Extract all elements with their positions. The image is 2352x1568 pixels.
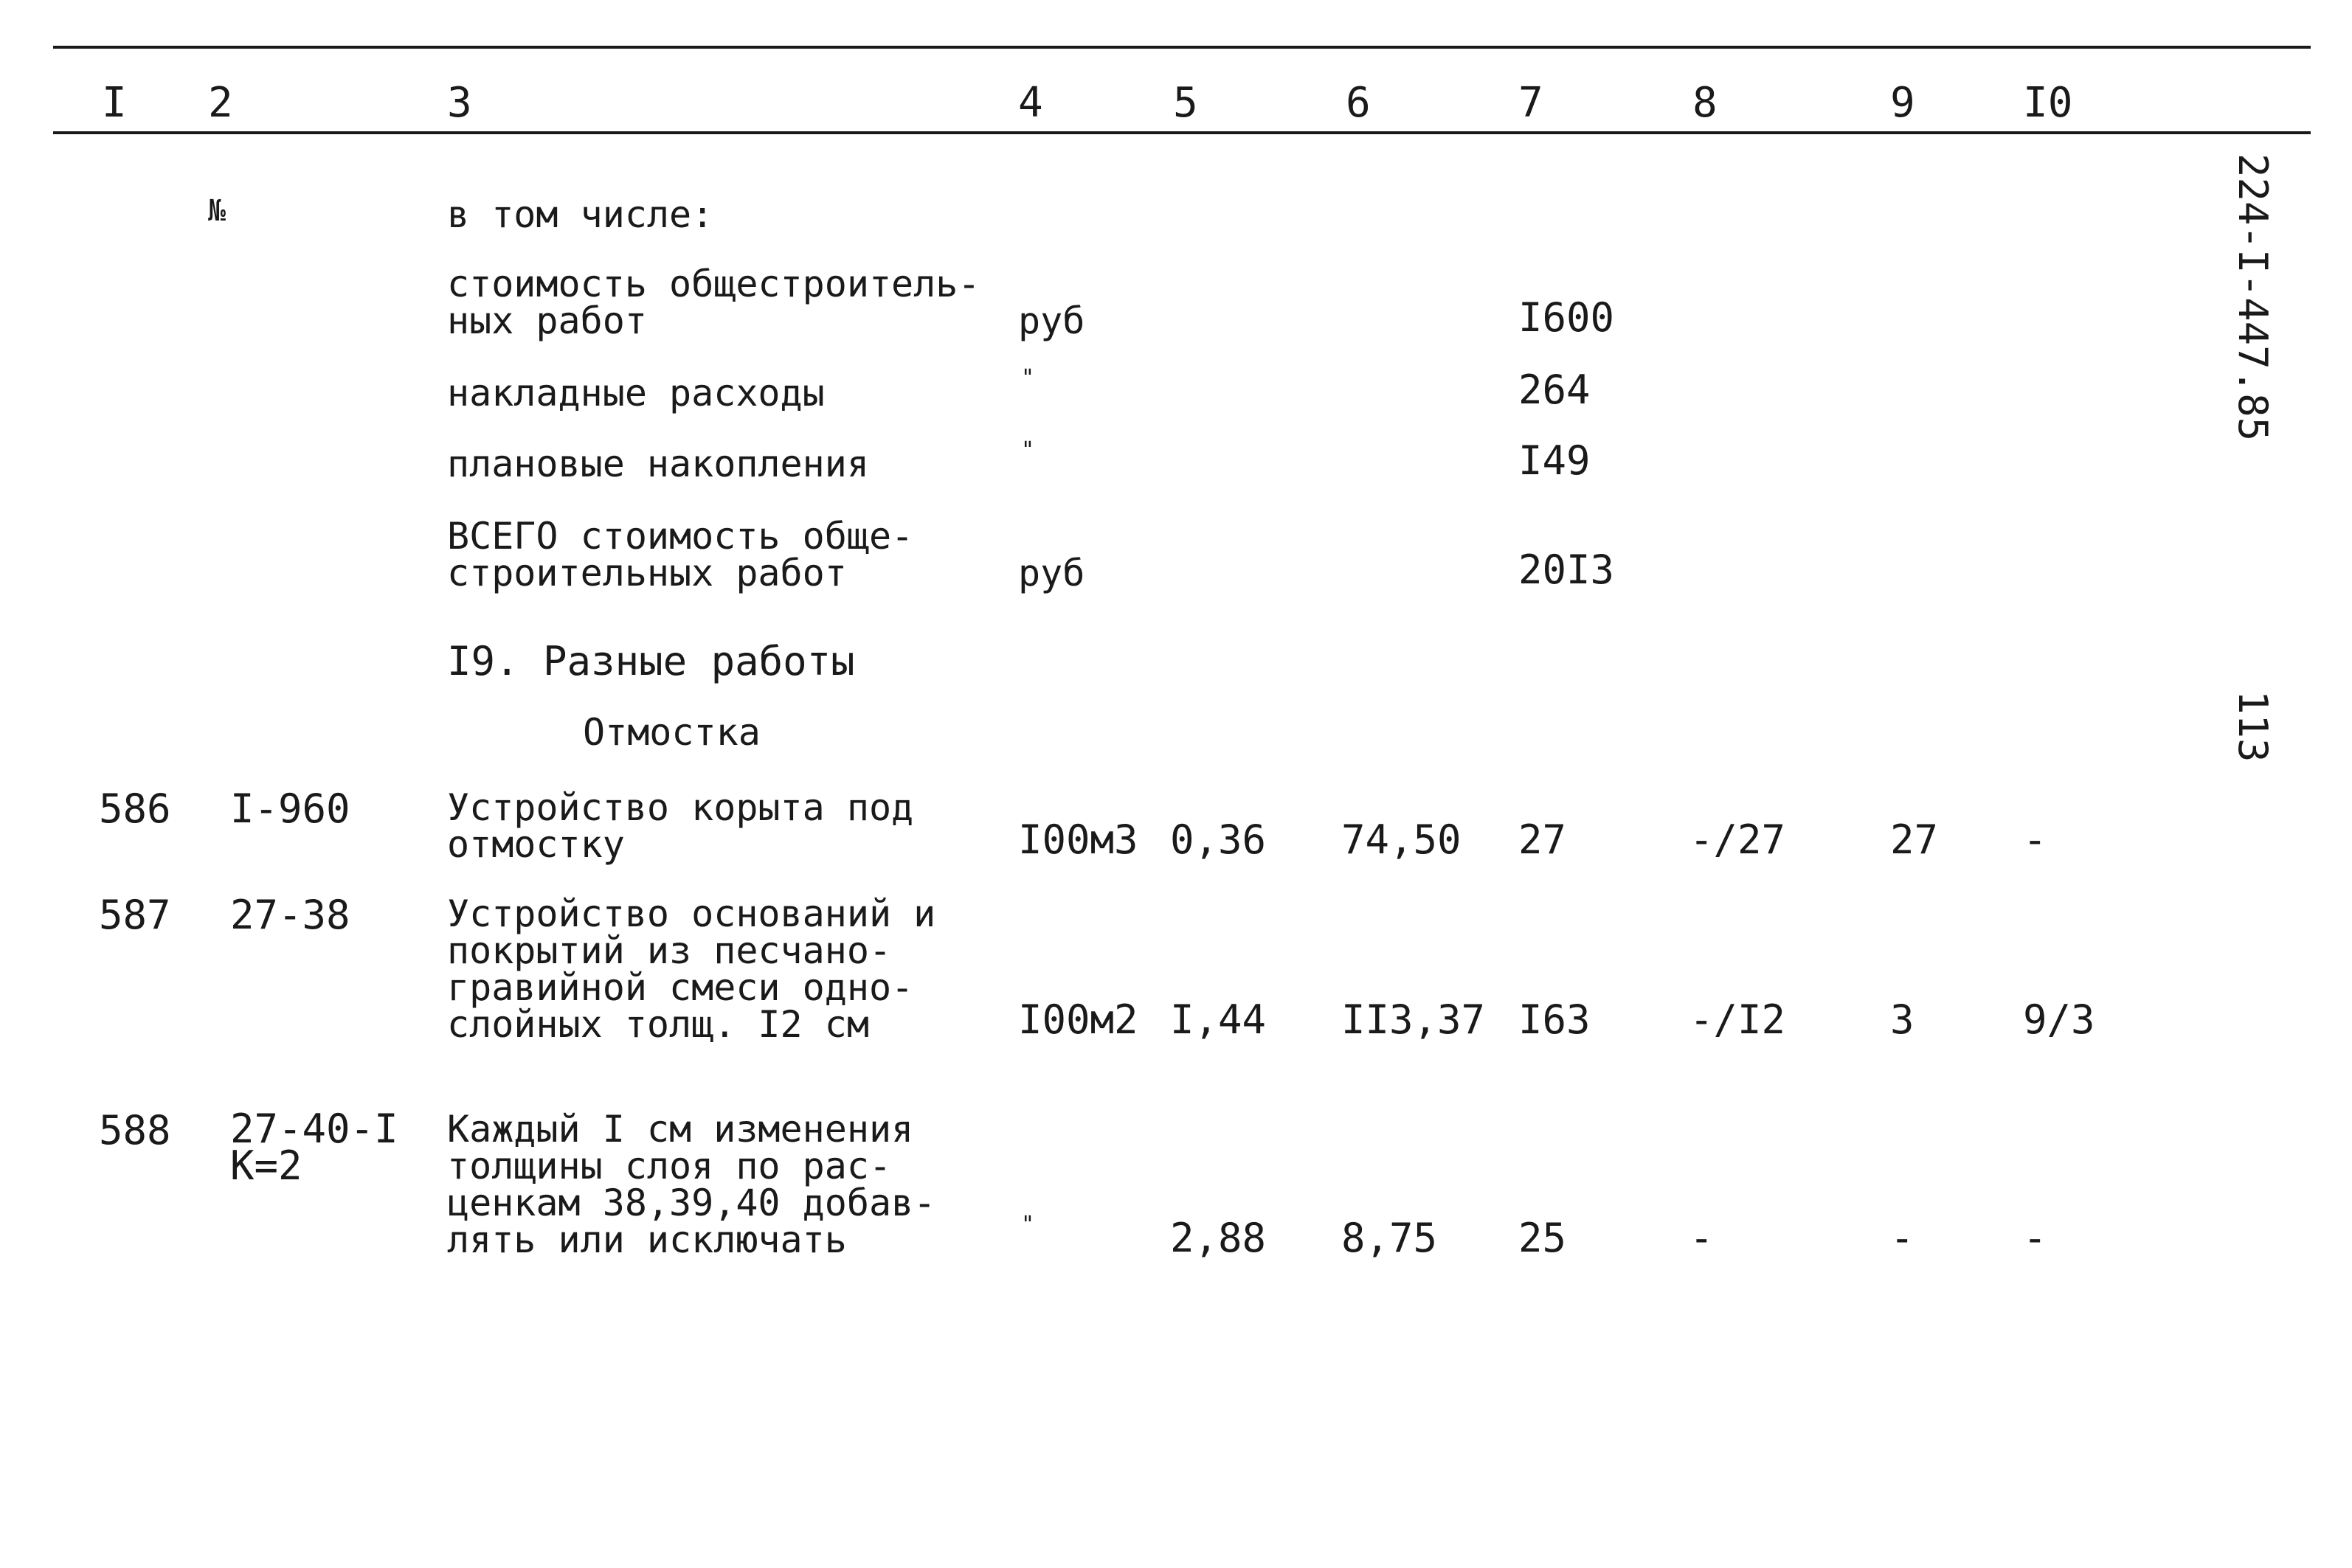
summary-row-value: 20I3 [1518,547,1615,593]
summary-mark: № [208,194,226,228]
col-header-7: 7 [1518,79,1543,127]
item-col8: - [1689,1215,1714,1261]
col-header-4: 4 [1018,79,1043,127]
item-name: Устройство корыта под отмостку [447,786,914,866]
item-name: Устройство оснований и покрытий из песчано- гравийной смеси одно- слойных толщ. I2 см [447,892,936,1046]
summary-row-unit: " [1021,437,1035,463]
summary-row-value: I49 [1518,437,1591,484]
col-header-1: I [102,79,127,127]
item-total: 27 [1518,816,1567,863]
item-total: 25 [1518,1215,1567,1261]
summary-row-unit: " [1021,365,1035,391]
item-code: I-960 [230,785,350,832]
item-col9: 3 [1890,996,1915,1043]
item-col9: 27 [1890,816,1939,863]
summary-row-value: 264 [1518,367,1591,413]
section-subtitle: Отмостка [583,711,761,754]
summary-row-name: плановые накопления [447,443,869,485]
item-price: 8,75 [1341,1215,1438,1261]
item-col8: -/27 [1689,816,1786,863]
item-name: Каждый I см изменения толщины слоя по рас- ценкам 38,39,40 добав- лять или исключать [447,1108,936,1261]
top-rule [53,46,2311,49]
item-unit: I00м3 [1018,816,1138,863]
item-col9: - [1890,1215,1915,1261]
summary-intro: в том числе: [447,193,714,236]
header-bottom-rule [53,131,2311,134]
item-col10: 9/3 [2023,996,2095,1043]
item-unit: I00м2 [1018,996,1138,1043]
col-header-10: I0 [2023,79,2073,127]
summary-row-name: ВСЕГО стоимость обще- строительных работ [447,515,914,594]
col-header-5: 5 [1173,79,1198,127]
item-number: 588 [99,1107,171,1154]
col-header-6: 6 [1346,79,1371,127]
section-title: I9. Разные работы [447,638,855,684]
col-header-9: 9 [1890,79,1915,127]
document-number: 224-I-447.85 [2230,153,2276,442]
item-col10: - [2023,1215,2047,1261]
col-header-8: 8 [1692,79,1718,127]
item-unit: " [1021,1212,1035,1238]
summary-row-name: стоимость общестроитель- ных работ [447,263,980,342]
item-quantity: 2,88 [1170,1215,1267,1261]
item-code: 27-38 [230,892,350,938]
item-total: I63 [1518,996,1591,1043]
item-code: 27-40-I К=2 [230,1106,398,1189]
item-price: II3,37 [1341,996,1486,1043]
col-header-3: 3 [447,79,472,127]
page-mark: 113 [2230,690,2276,763]
item-col8: -/I2 [1689,996,1786,1043]
item-number: 587 [99,892,171,938]
item-quantity: 0,36 [1170,816,1267,863]
summary-row-value: I600 [1518,294,1615,341]
item-price: 74,50 [1341,816,1462,863]
item-number: 586 [99,785,171,832]
summary-row-unit: руб [1018,552,1085,594]
item-quantity: I,44 [1170,996,1267,1043]
summary-row-unit: руб [1018,299,1085,342]
col-header-2: 2 [208,79,233,127]
summary-row-name: накладные расходы [447,372,825,414]
item-col10: - [2023,816,2047,863]
